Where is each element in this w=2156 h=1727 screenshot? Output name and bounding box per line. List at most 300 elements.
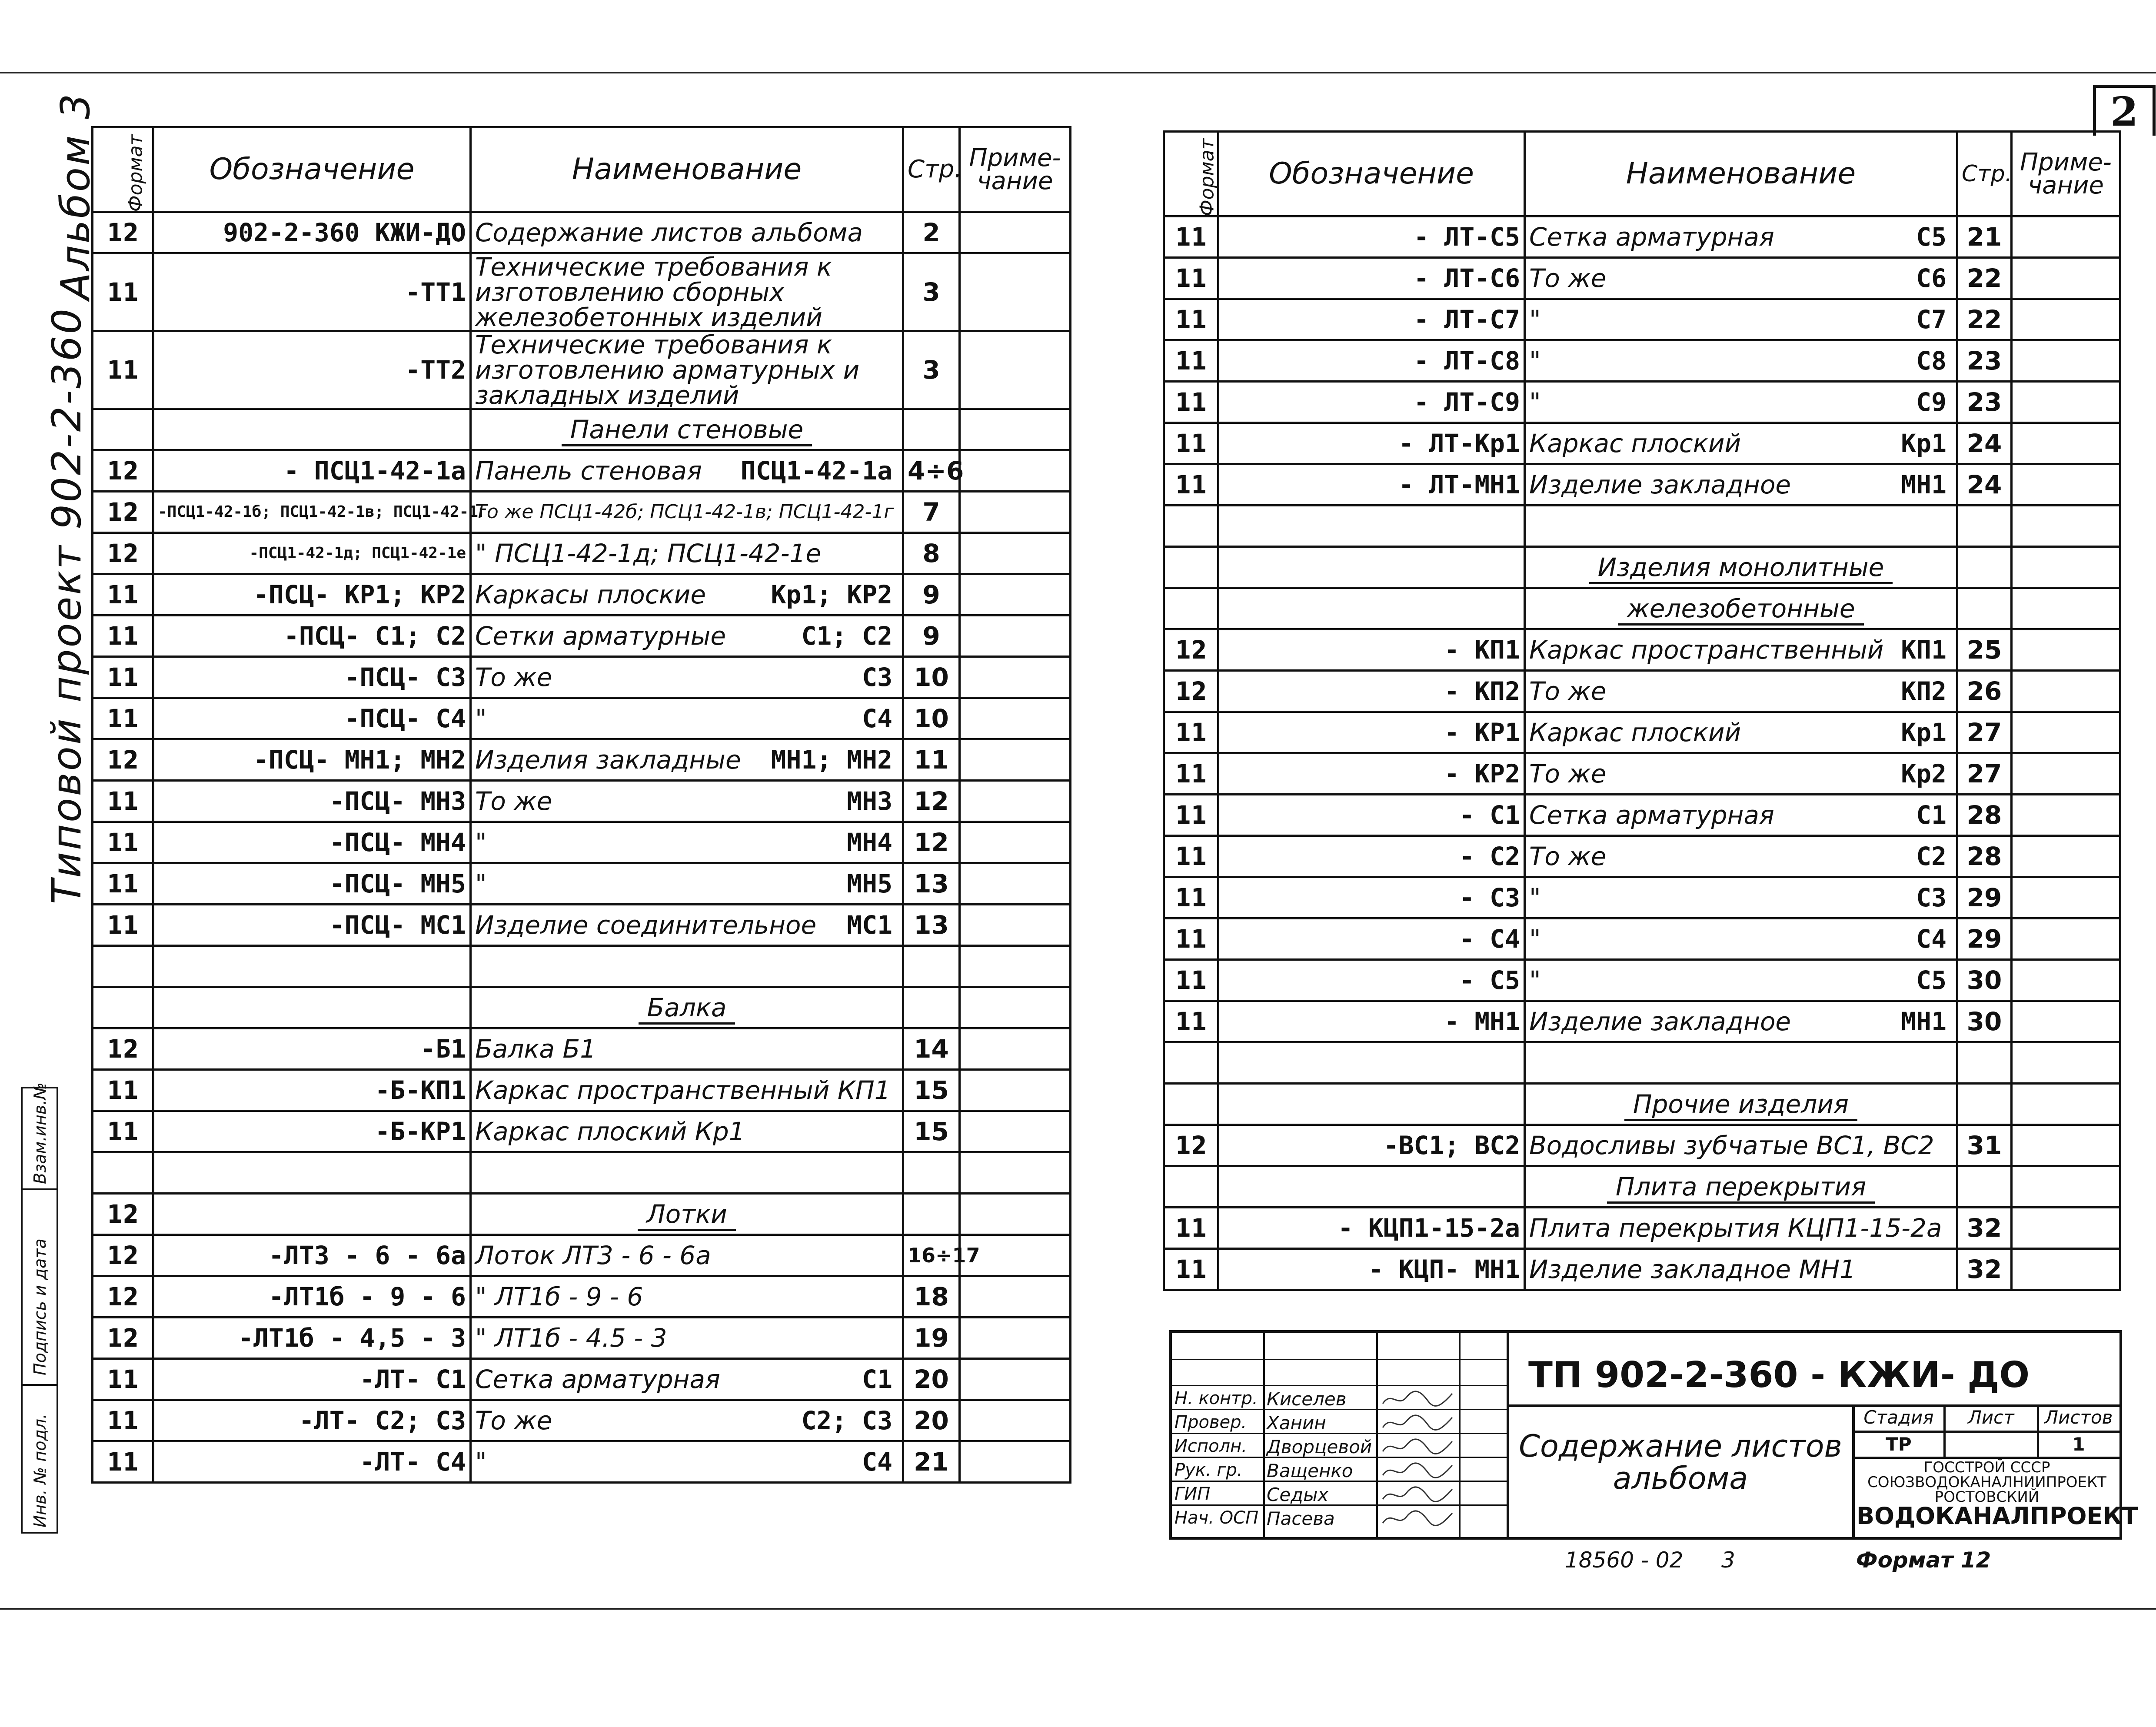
designation-cell: -ПСЦ- С4: [153, 698, 471, 739]
item-name: ": [1529, 346, 1541, 376]
name-cell-content: [1529, 346, 1953, 376]
designation-cell: - КП1: [1218, 629, 1525, 671]
name-cell-content: [475, 1408, 898, 1433]
note-cell: [960, 946, 1071, 987]
designation-cell: - С4: [1218, 918, 1525, 960]
format-cell: 12: [93, 1028, 153, 1070]
item-mark: С6: [1916, 263, 1946, 293]
designation-cell: - ЛТ-Кр1: [1218, 423, 1525, 464]
note-cell: [960, 1400, 1071, 1441]
page-cell: 10: [903, 657, 960, 698]
designation-cell: [153, 946, 471, 987]
right-table-row: [1164, 1001, 2120, 1042]
note-cell: [2012, 629, 2120, 671]
item-mark: ПСЦ1-42-1а: [740, 456, 892, 486]
item-name: Балка Б1: [475, 1034, 596, 1064]
item-mark: С4: [862, 704, 892, 733]
format-cell: [1164, 1042, 1218, 1084]
name-cell: [1525, 1125, 1957, 1166]
left-table-row: [93, 987, 1071, 1028]
page-cell: 27: [1957, 712, 2012, 753]
name-cell: [471, 657, 903, 698]
page-cell: 14: [903, 1028, 960, 1070]
format-cell: 11: [93, 781, 153, 822]
name-cell: [471, 863, 903, 905]
item-name: Каркас плоский: [1529, 718, 1741, 747]
page-cell: 26: [1957, 671, 2012, 712]
sheets-header: Листов: [2044, 1407, 2113, 1428]
note-cell: [2012, 671, 2120, 712]
page-cell: [1957, 588, 2012, 629]
designation-cell: [153, 1152, 471, 1194]
item-name: " ЛТ1б - 9 - 6: [475, 1282, 643, 1311]
format-header: Формат: [93, 127, 153, 212]
right-table-row: [1164, 506, 2120, 547]
org-line-4: ВОДОКАНАЛПРОЕКТ: [1857, 1502, 2138, 1530]
right-table-row: [1164, 258, 2120, 299]
page-cell: 16÷17: [903, 1235, 960, 1276]
designation-cell: - КЦП- МН1: [1218, 1249, 1525, 1290]
note-cell: [2012, 836, 2120, 877]
note-cell: [960, 698, 1071, 739]
item-name: Плита перекрытия КЦП1-15-2а: [1529, 1213, 1942, 1243]
page-cell: 28: [1957, 836, 2012, 877]
name-cell: [1525, 753, 1957, 795]
designation-cell: -ПСЦ1-42-1б; ПСЦ1-42-1в; ПСЦ1-42-1г: [153, 492, 471, 533]
name-cell-content: [475, 1034, 898, 1064]
note-cell: [960, 822, 1071, 863]
left-table-row: [93, 533, 1071, 574]
format-cell: 11: [1164, 382, 1218, 423]
designation-cell: -ЛТ1б - 4,5 - 3: [153, 1318, 471, 1359]
item-mark: С4: [1916, 924, 1946, 954]
left-table-row: [93, 781, 1071, 822]
page-cell: 13: [903, 905, 960, 946]
name-cell: [471, 781, 903, 822]
page-cell: 4÷6: [903, 450, 960, 492]
left-table-row: [93, 946, 1071, 987]
note-cell: [2012, 382, 2120, 423]
right-table-row: [1164, 299, 2120, 340]
note-cell: [2012, 1042, 2120, 1084]
left-table-row: [93, 450, 1071, 492]
page-cell: 12: [903, 822, 960, 863]
name-cell: [1525, 258, 1957, 299]
left-table-row: [93, 739, 1071, 781]
note-cell: [2012, 423, 2120, 464]
item-mark: С7: [1916, 305, 1946, 334]
right-table-row: [1164, 547, 2120, 588]
name-cell-content: [1529, 1009, 1953, 1034]
name-cell-content: [475, 1447, 898, 1477]
right-table-row: [1164, 588, 2120, 629]
page-cell: 31: [1957, 1125, 2012, 1166]
format-cell: 11: [93, 657, 153, 698]
name-cell: [1525, 960, 1957, 1001]
name-cell: [1525, 877, 1957, 918]
format-cell: [1164, 547, 1218, 588]
section-heading-text: железобетонные: [1618, 594, 1863, 626]
item-name: Лоток ЛТ3 - 6 - 6а: [475, 1241, 711, 1270]
designation-cell: -ЛТ- С4: [153, 1441, 471, 1483]
format-cell: [93, 946, 153, 987]
name-cell: [1525, 340, 1957, 382]
format-cell: [93, 1152, 153, 1194]
note-cell: [960, 1318, 1071, 1359]
page-cell: 21: [1957, 216, 2012, 258]
right-table-row: [1164, 1208, 2120, 1249]
designation-cell: - С2: [1218, 836, 1525, 877]
name-cell: [1525, 299, 1957, 340]
format-cell: 12: [93, 1235, 153, 1276]
signer-role: Провер.: [1174, 1412, 1247, 1432]
name-cell: [471, 331, 903, 409]
section-heading: [471, 409, 903, 450]
note-cell: [960, 987, 1071, 1028]
name-cell-content: [475, 830, 898, 855]
note-cell: [960, 1111, 1071, 1152]
left-table-row: [93, 616, 1071, 657]
designation-cell: [1218, 588, 1525, 629]
name-cell: [471, 574, 903, 616]
format-cell: [93, 987, 153, 1028]
name-cell-content: [475, 541, 898, 566]
right-table-row: [1164, 836, 2120, 877]
designation-header: Обозначение: [153, 127, 471, 212]
name-cell-content: [1529, 720, 1953, 745]
page-cell: [903, 946, 960, 987]
format-cell: [1164, 588, 1218, 629]
format-cell: 11: [1164, 258, 1218, 299]
item-name: Технические требования к изготовлению сборных железобетонных изделий: [475, 252, 832, 332]
page-cell: [1957, 506, 2012, 547]
item-name: Каркас пространственный КП1: [475, 1075, 891, 1105]
format-cell: 11: [93, 822, 153, 863]
item-name: ": [475, 828, 487, 857]
item-name: Каркас пространственный: [1529, 635, 1884, 665]
page-cell: [903, 1152, 960, 1194]
note-cell: [960, 409, 1071, 450]
left-table-row: [93, 1318, 1071, 1359]
section-heading-text: Изделия монолитные: [1589, 552, 1893, 584]
page-cell: 29: [1957, 877, 2012, 918]
designation-header-right: Обозначение: [1218, 132, 1525, 216]
handwritten-signature: [1381, 1508, 1454, 1533]
name-cell-content: [475, 871, 898, 896]
inv-no-label: Инв. № подл.: [30, 1413, 50, 1527]
name-cell: [471, 616, 903, 657]
document-code: ТП 902-2-360 - КЖИ- ДО: [1528, 1354, 2030, 1396]
designation-cell: -ЛТ1б - 9 - 6: [153, 1276, 471, 1318]
designation-cell: - КП2: [1218, 671, 1525, 712]
item-mark: МС1: [847, 910, 892, 940]
format-cell: 11: [1164, 712, 1218, 753]
item-name: Технические требования к изготовлению арматурных и закладных изделий: [475, 330, 860, 410]
page-cell: 30: [1957, 1001, 2012, 1042]
designation-cell: - МН1: [1218, 1001, 1525, 1042]
left-table-row: [93, 1400, 1071, 1441]
signer-role: Рук. гр.: [1174, 1460, 1243, 1480]
page-cell: 20: [903, 1359, 960, 1400]
format-cell: 11: [1164, 960, 1218, 1001]
right-table-row: [1164, 795, 2120, 836]
org-line-1: ГОССТРОЙ СССР: [1923, 1459, 2050, 1476]
name-cell: [471, 212, 903, 253]
item-name: Изделие закладное: [1529, 470, 1791, 499]
format-cell: 12: [93, 1276, 153, 1318]
right-table-row: [1164, 671, 2120, 712]
left-table-row: [93, 1441, 1071, 1483]
left-table-row: [93, 1235, 1071, 1276]
page-cell: 19: [903, 1318, 960, 1359]
right-table-row: [1164, 753, 2120, 795]
designation-cell: 902-2-360 КЖИ-ДО: [153, 212, 471, 253]
item-name: ": [1529, 965, 1541, 995]
name-cell: [1525, 836, 1957, 877]
page-cell: 25: [1957, 629, 2012, 671]
note-cell: [960, 1276, 1071, 1318]
item-name: Каркас плоский: [1529, 429, 1741, 458]
note-cell: [2012, 299, 2120, 340]
page-cell: 12: [903, 781, 960, 822]
designation-cell: - КР2: [1218, 753, 1525, 795]
item-mark: КП1: [1901, 635, 1946, 665]
note-cell: [960, 781, 1071, 822]
note-cell: [960, 533, 1071, 574]
designation-cell: -ПСЦ- С1; С2: [153, 616, 471, 657]
name-cell-content: [475, 662, 898, 692]
page-cell: 8: [903, 533, 960, 574]
item-name: " ПСЦ1-42-1д; ПСЦ1-42-1е: [475, 539, 822, 568]
designation-cell: -Б1: [153, 1028, 471, 1070]
signer-name: Ханин: [1267, 1412, 1326, 1434]
page-cell: [1957, 1166, 2012, 1208]
designation-cell: [153, 987, 471, 1028]
section-heading: [471, 1194, 903, 1235]
page-cell: [903, 987, 960, 1028]
note-cell: [960, 331, 1071, 409]
format-cell: 11: [1164, 340, 1218, 382]
page-cell: 3: [903, 331, 960, 409]
item-mark: С1: [862, 1364, 892, 1394]
designation-cell: [1218, 1084, 1525, 1125]
designation-cell: -ПСЦ- МН3: [153, 781, 471, 822]
left-table-row: [93, 409, 1071, 450]
item-mark: МН1; МН2: [771, 745, 892, 775]
format-cell: 12: [1164, 671, 1218, 712]
section-heading: [471, 987, 903, 1028]
left-table-row: [93, 905, 1071, 946]
note-cell: [960, 574, 1071, 616]
note-cell: [2012, 506, 2120, 547]
format-cell: 11: [1164, 836, 1218, 877]
name-cell: [471, 492, 903, 533]
designation-cell: [153, 409, 471, 450]
page-cell: [903, 1194, 960, 1235]
designation-cell: - ЛТ-С9: [1218, 382, 1525, 423]
format-cell: 12: [1164, 1125, 1218, 1166]
format-cell: [93, 409, 153, 450]
name-cell-content: [475, 1325, 898, 1351]
format-cell: [1164, 506, 1218, 547]
page-cell: [1957, 1084, 2012, 1125]
footer-num: 3: [1721, 1547, 1735, 1573]
name-cell-content: [475, 456, 898, 486]
page-cell: [1957, 547, 2012, 588]
item-mark: МН5: [847, 869, 892, 898]
item-name: Сетка арматурная: [1529, 800, 1774, 830]
organization: [1857, 1459, 2138, 1530]
page-cell: 15: [903, 1070, 960, 1111]
item-name: ": [475, 1447, 487, 1477]
page-cell: 20: [903, 1400, 960, 1441]
item-mark: Кр1; КР2: [771, 580, 892, 609]
name-cell: [1525, 423, 1957, 464]
name-cell-content: [1529, 1133, 1953, 1158]
format-cell: 11: [1164, 1208, 1218, 1249]
name-header: Наименование: [471, 127, 903, 212]
note-cell: [960, 863, 1071, 905]
item-name: Изделие закладное МН1: [1529, 1254, 1856, 1284]
sign-date-label: Подпись и дата: [30, 1238, 50, 1375]
item-name: Содержание листов альбома: [475, 218, 863, 247]
item-name: То же: [475, 662, 552, 692]
designation-cell: [153, 1194, 471, 1235]
item-mark: С8: [1916, 346, 1946, 376]
name-cell: [471, 946, 903, 987]
item-name: То же: [1529, 759, 1607, 789]
format-cell: 11: [93, 1441, 153, 1483]
format-cell: 11: [1164, 795, 1218, 836]
item-name: То же: [475, 786, 552, 816]
name-cell: [1525, 671, 1957, 712]
format-cell: 11: [93, 1400, 153, 1441]
designation-cell: - ЛТ-С8: [1218, 340, 1525, 382]
signer-role: Нач. ОСП: [1174, 1508, 1259, 1528]
right-table-row: [1164, 423, 2120, 464]
signer-role: Н. контр.: [1174, 1388, 1258, 1408]
designation-cell: [1218, 506, 1525, 547]
left-table-row: [93, 822, 1071, 863]
page-header: Стр.: [903, 127, 960, 212]
page-cell: 23: [1957, 340, 2012, 382]
designation-cell: -ПСЦ- МН4: [153, 822, 471, 863]
note-cell: [2012, 1166, 2120, 1208]
page-cell: 32: [1957, 1208, 2012, 1249]
designation-cell: -ЛТ3 - 6 - 6а: [153, 1235, 471, 1276]
note-cell: [960, 1194, 1071, 1235]
name-cell-content: [1529, 676, 1953, 706]
format-cell: 11: [1164, 216, 1218, 258]
page-cell: 22: [1957, 299, 2012, 340]
note-header: Приме- чание: [960, 127, 1071, 212]
left-table-row: [93, 212, 1071, 253]
handwritten-signature: [1381, 1388, 1454, 1414]
right-table-row: [1164, 712, 2120, 753]
page-cell: [1957, 1042, 2012, 1084]
right-table-row: [1164, 629, 2120, 671]
page-cell: 10: [903, 698, 960, 739]
format-cell: 12: [1164, 629, 1218, 671]
item-name: Изделие закладное: [1529, 1007, 1791, 1036]
page-cell: 18: [903, 1276, 960, 1318]
item-mark: МН4: [847, 828, 892, 857]
designation-cell: -ТТ2: [153, 331, 471, 409]
page-cell: 28: [1957, 795, 2012, 836]
name-cell-content: [1529, 926, 1953, 952]
format-cell: 11: [93, 253, 153, 331]
item-name: То же: [475, 1406, 552, 1435]
page-cell: 13: [903, 863, 960, 905]
item-mark: С5: [1916, 965, 1946, 995]
handwritten-signature: [1381, 1484, 1454, 1509]
designation-cell: -ПСЦ- С3: [153, 657, 471, 698]
note-cell: [2012, 1084, 2120, 1125]
note-cell: [960, 1359, 1071, 1400]
note-cell: [960, 253, 1071, 331]
name-cell-content: [475, 1119, 898, 1144]
format-cell: 11: [1164, 464, 1218, 506]
note-cell: [2012, 960, 2120, 1001]
sheets-value: 1: [2072, 1434, 2085, 1455]
item-name: Сетка арматурная: [1529, 222, 1774, 252]
item-mark: МН3: [847, 786, 892, 816]
note-cell: [2012, 877, 2120, 918]
right-table-row: [1164, 1042, 2120, 1084]
note-cell: [2012, 1125, 2120, 1166]
name-cell: [471, 253, 903, 331]
name-cell: [471, 1276, 903, 1318]
item-name: ": [1529, 305, 1541, 334]
item-name: То же: [1529, 676, 1607, 706]
left-contents-table: [91, 126, 1071, 1484]
format-cell: 12: [93, 1194, 153, 1235]
name-cell-content: [1529, 635, 1953, 665]
item-name: ": [475, 869, 487, 898]
left-table-row: [93, 574, 1071, 616]
note-cell: [960, 657, 1071, 698]
note-cell: [2012, 216, 2120, 258]
name-cell: [1525, 629, 1957, 671]
left-table-row: [93, 331, 1071, 409]
item-mark: МН1: [1901, 470, 1946, 499]
item-name: Изделие соединительное: [475, 910, 817, 940]
item-mark: Кр1: [1901, 718, 1946, 747]
section-heading: [1525, 1166, 1957, 1208]
format-cell: 12: [93, 739, 153, 781]
section-heading-text: Панели стеновые: [562, 415, 812, 446]
right-contents-table: [1163, 130, 2121, 1291]
footer-ref: 18560 - 02: [1565, 1547, 1684, 1573]
section-heading-text: Прочие изделия: [1624, 1089, 1857, 1121]
format-cell: 11: [1164, 423, 1218, 464]
left-table-row: [93, 863, 1071, 905]
page-cell: 30: [1957, 960, 2012, 1001]
name-cell-content: [1529, 1254, 1953, 1284]
name-cell: [1525, 918, 1957, 960]
signer-name: Седых: [1267, 1484, 1329, 1505]
name-cell-content: [475, 582, 898, 607]
item-mark: С3: [862, 662, 892, 692]
name-header-right: Наименование: [1525, 132, 1957, 216]
name-cell: [471, 739, 903, 781]
item-mark: КП2: [1901, 676, 1946, 706]
note-cell: [960, 1028, 1071, 1070]
handwritten-signature: [1381, 1412, 1454, 1438]
note-cell: [2012, 464, 2120, 506]
designation-cell: - ЛТ-МН1: [1218, 464, 1525, 506]
page-cell: 27: [1957, 753, 2012, 795]
